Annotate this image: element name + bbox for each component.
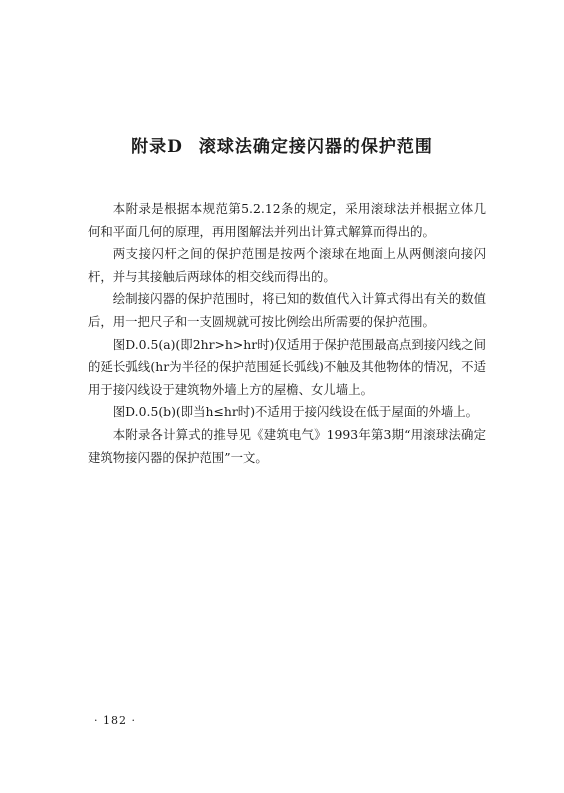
paragraph: 图D.0.5(b)(即当h≤hr时)不适用于接闪线设在低于屋面的外墙上。 [112,404,479,420]
appendix-title-text: 滚球法确定接闪器的保护范围 [198,137,433,157]
paragraph: 图D.0.5(a)(即2hr>h>hr时)仅适用于保护范围最高点到接闪线之间的延长弧线(hr为半径的保护范围延长弧线)不触及其他物体的情况，不适用于接闪线设于建筑物外墙上方的屋檐、女儿墙上。 [88,336,486,397]
appendix-label: 附录D [131,137,183,157]
page-number: · 182 · [94,714,136,727]
paragraph: 绘制接闪器的保护范围时，将已知的数值代入计算式得出有关的数值后，用一把尺子和一支圆规就可按比例绘出所需要的保护范围。 [88,291,486,329]
page-title [0,132,564,157]
paragraph: 两支接闪杆之间的保护范围是按两个滚球在地面上从两侧滚向接闪杆，并与其接触后两球体的相交线而得出的。 [88,246,486,284]
paragraph: 本附录是根据本规范第5.2.12条的规定，采用滚球法并根据立体几何和平面几何的原理，再用图解法并列出计算式解算而得出的。 [88,201,486,239]
paragraph: 本附录各计算式的推导见《建筑电气》1993年第3期“用滚球法确定建筑物接闪器的保护范围”一文。 [88,426,486,465]
document-body [88,198,486,469]
